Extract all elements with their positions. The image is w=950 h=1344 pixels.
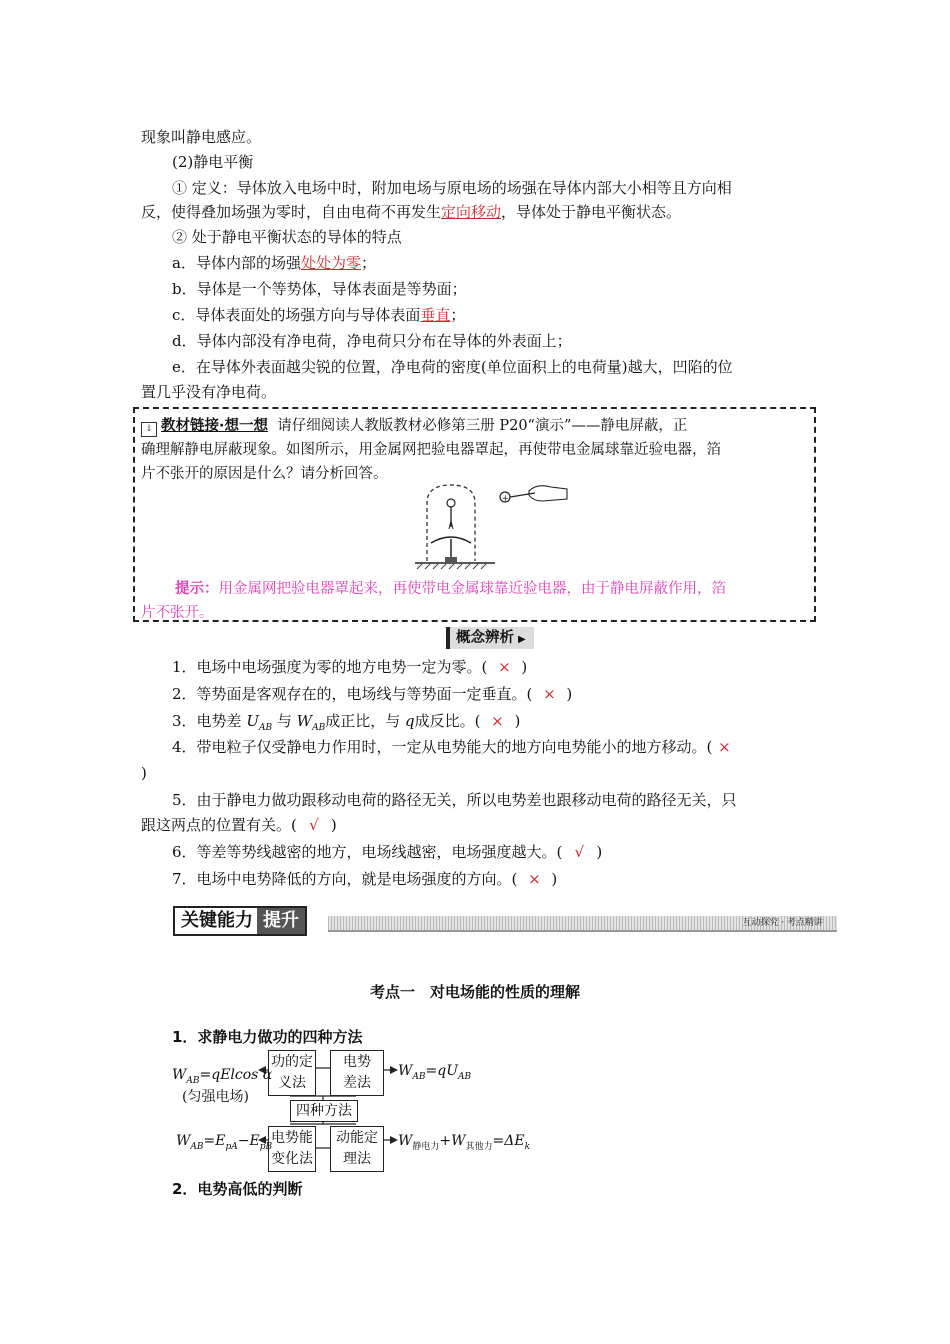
play-icon: ▶	[518, 634, 526, 645]
text: )	[521, 658, 528, 676]
box-line: 片不张开的原因是什么？请分析回答。	[141, 466, 388, 482]
subheading-methods: 1．求静电力做功的四种方法	[172, 1028, 363, 1046]
text: a．导体内部的场强	[172, 254, 301, 272]
cross-mark: ×	[528, 870, 541, 888]
text-line: )	[141, 764, 147, 782]
flow-box-four-methods: 四种方法	[290, 1100, 358, 1122]
banner-title-box	[173, 906, 307, 936]
cross-mark: ×	[498, 658, 511, 676]
text: )	[330, 816, 337, 834]
text: ；	[360, 254, 376, 272]
flow-box-potential-difference: 电势差法	[330, 1050, 384, 1096]
formula-note-uniform-field: (匀强电场)	[182, 1089, 249, 1105]
text: 1．电场中电场强度为零的地方电势一定为零。(	[172, 658, 488, 676]
book-icon: ↓	[141, 422, 157, 437]
hint-line	[175, 578, 726, 600]
text: 7．电场中电势降低的方向，就是电场强度的方向。(	[172, 870, 518, 888]
electroscope-illustration	[405, 481, 575, 571]
concept-item	[172, 869, 812, 889]
textbook-link-box	[133, 407, 816, 622]
banner-subtitle: 互动探究 · 考点精讲	[742, 918, 823, 928]
methods-flowchart	[170, 1048, 531, 1173]
hint-label: 提示：	[175, 581, 219, 597]
concept-item	[141, 815, 811, 835]
text-line: d．导体内部没有净电荷，净电荷只分布在导体的外表面上；	[172, 332, 572, 350]
text: ，导体处于静电平衡状态。	[501, 203, 682, 221]
concept-item	[172, 737, 812, 757]
text-line: e．在导体外表面越尖锐的位置，净电荷的密度(单位面积上的电荷量)越大，凹陷的位	[172, 358, 733, 376]
text-line	[141, 202, 811, 222]
text: 成反比。(	[414, 712, 481, 730]
concept-item	[172, 842, 812, 862]
text-line: 现象叫静电感应。	[141, 128, 262, 146]
concept-header	[446, 627, 534, 649]
subheading-potential: 2．电势高低的判断	[172, 1180, 303, 1198]
text: ；	[450, 306, 466, 324]
text: 2．等势面是客观存在的，电场线与等势面一定垂直。(	[172, 685, 533, 703]
text: 跟这两点的位置有关。(	[141, 816, 297, 834]
text: 反，使得叠加场强为零时，自由电荷不再发生	[141, 203, 442, 221]
text-line	[172, 253, 812, 273]
answer-blank: 垂直	[420, 306, 451, 324]
text: 4．带电粒子仅受静电力作用时，一定从电势能大的地方向电势能小的地方移动。(	[172, 738, 713, 756]
answer-blank: 处处为零	[300, 254, 361, 272]
answer-blank: 定向移动	[441, 203, 502, 221]
hint-line: 片不张开。	[141, 605, 214, 621]
flow-box-pe-change: 电势能变化法	[268, 1126, 316, 1172]
text: )	[566, 685, 573, 703]
check-mark: √	[309, 816, 319, 834]
concept-item: 5．由于静电力做功跟移动电荷的路径无关，所以电势差也跟移动电荷的路径无关，只	[172, 791, 737, 809]
section-title: 考点一 对电场能的性质的理解	[369, 983, 580, 1001]
box-line: 确理解静电屏蔽现象。如图所示，用金属网把验电器罩起，再使带电金属球靠近验电器，箔	[141, 442, 721, 458]
text: )	[596, 843, 603, 861]
formula-potential-difference: $W_{AB}=qU_{AB}$	[398, 1063, 472, 1082]
banner-title: 关键能力	[181, 910, 253, 931]
concept-item	[172, 711, 812, 738]
flow-box-ke-theorem: 动能定理法	[330, 1126, 384, 1172]
concept-title: 概念辨析	[456, 630, 514, 646]
text: c．导体表面处的场强方向与导体表面	[172, 306, 421, 324]
formula-pe-change: $W_{AB}=E_{pA}-E_{pB}$	[176, 1133, 273, 1152]
cross-mark: ×	[543, 685, 556, 703]
cross-mark: ×	[491, 712, 504, 730]
box-line	[141, 415, 687, 437]
svg-text:+: +	[501, 494, 510, 504]
section-banner	[173, 906, 837, 938]
symbol: q	[404, 712, 415, 730]
formula-ke-theorem: $W_{静电力}+W_{其他力}=\Delta E_k$	[398, 1133, 531, 1152]
box-heading: 教材链接·想一想	[161, 418, 269, 434]
text: )	[551, 870, 558, 888]
text-line: b．导体是一个等势体，导体表面是等势面；	[172, 280, 467, 298]
text: 与	[276, 712, 297, 730]
text-line: ① 定义：导体放入电场中时，附加电场与原电场的场强在导体内部大小相等且方向相	[172, 179, 732, 197]
flow-box-work-definition: 功的定义法	[268, 1050, 316, 1096]
formula-work-definition: $W_{AB}=qElcos$ α	[172, 1067, 273, 1086]
text: 请仔细阅读人教版教材必修第三册 P20“演示”——静电屏蔽，正	[277, 418, 688, 434]
symbol: $U_{AB}$	[246, 712, 273, 733]
text-line	[172, 305, 812, 325]
text: )	[514, 712, 521, 730]
text-line: ② 处于静电平衡状态的导体的特点	[172, 228, 402, 246]
cross-mark: ×	[718, 738, 731, 756]
subheading-static-equilibrium: (2)静电平衡	[172, 153, 254, 171]
text-line: 置几乎没有净电荷。	[141, 383, 277, 401]
banner-title-emphasis: 提升	[257, 908, 305, 934]
text: 用金属网把验电器罩起来，再使带电金属球靠近验电器，由于静电屏蔽作用，箔	[218, 581, 726, 597]
concept-item	[172, 684, 812, 704]
check-mark: √	[574, 843, 585, 861]
text: 3．电势差	[172, 712, 247, 730]
symbol: $W_{AB}$	[296, 712, 326, 733]
text: 6．等差等势线越密的地方，电场线越密，电场强度越大。(	[172, 843, 563, 861]
text: 成正比，与	[325, 712, 405, 730]
concept-item	[172, 657, 812, 677]
